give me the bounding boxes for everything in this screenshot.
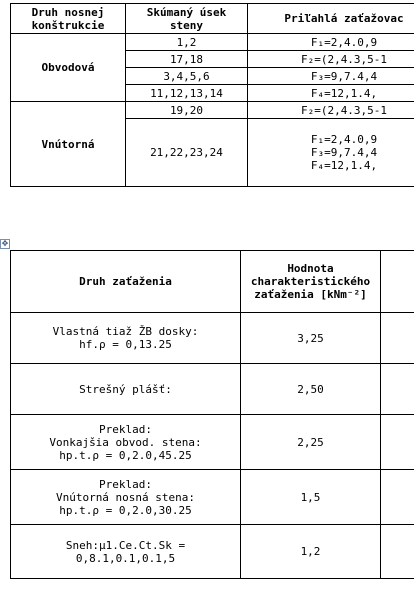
load-value-cell: 2,25 <box>241 415 381 470</box>
load-cell: F₃=9,7.4,4 <box>248 68 414 85</box>
header-wall-section: Skúmaný úsek steny <box>126 4 248 34</box>
load-cell: F₁=2,4.0,9 <box>248 34 414 51</box>
header-load-type: Druh zaťaženia <box>11 251 241 313</box>
header-extra <box>381 251 414 313</box>
load-type-cell: Preklad: Vonkajšia obvod. stena: hp.t.ρ = 0,2.0,45.25 <box>11 415 241 470</box>
header-adjacent-load: Priľahlá zaťažovac <box>248 4 414 34</box>
load-type-cell: Strešný plášť: <box>11 364 241 415</box>
load-value-cell: 1,2 <box>241 525 381 579</box>
wall-section-cell: 3,4,5,6 <box>126 68 248 85</box>
structure-type-cell: Vnútorná <box>11 102 126 187</box>
extra-cell <box>381 364 414 415</box>
wall-section-cell: 11,12,13,14 <box>126 85 248 102</box>
extra-cell <box>381 313 414 364</box>
wall-section-cell: 21,22,23,24 <box>126 119 248 187</box>
extra-cell <box>381 470 414 525</box>
load-value-cell: 2,50 <box>241 364 381 415</box>
wall-section-cell: 19,20 <box>126 102 248 119</box>
move-anchor-icon[interactable]: ✥ <box>1 239 9 248</box>
header-characteristic-value: Hodnota charakteristického zaťaženia [kNm⁻²] <box>241 251 381 313</box>
wall-load-table <box>10 3 414 187</box>
load-values-table <box>10 250 414 579</box>
extra-cell <box>381 415 414 470</box>
load-cell: F₂=(2,4.3,5-1 <box>248 102 414 119</box>
wall-section-cell: 17,18 <box>126 51 248 68</box>
structure-type-cell: Obvodová <box>11 34 126 102</box>
load-cell: F₄=12,1.4, <box>248 85 414 102</box>
load-type-cell: Preklad: Vnútorná nosná stena: hp.t.ρ = 0,2.0,30.25 <box>11 470 241 525</box>
extra-cell <box>381 525 414 579</box>
wall-section-cell: 1,2 <box>126 34 248 51</box>
load-cell: F₁=2,4.0,9 F₃=9,7.4,4 F₄=12,1.4, <box>248 119 414 187</box>
load-value-cell: 3,25 <box>241 313 381 364</box>
header-structure-type: Druh nosnej konštrukcie <box>11 4 126 34</box>
load-value-cell: 1,5 <box>241 470 381 525</box>
load-type-cell: Sneh:μ1.Ce.Ct.Sk = 0,8.1,0.1,0.1,5 <box>11 525 241 579</box>
load-cell: F₂=(2,4.3,5-1 <box>248 51 414 68</box>
load-type-cell: Vlastná tiaž ŽB dosky: hf.ρ = 0,13.25 <box>11 313 241 364</box>
